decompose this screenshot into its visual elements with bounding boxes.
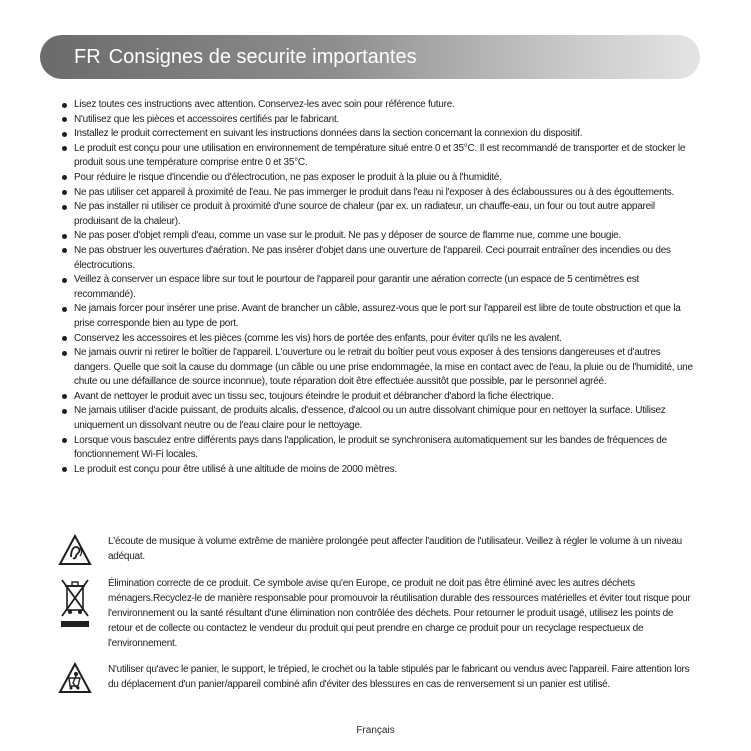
instruction-item: Ne pas obstruer les ouvertures d'aération. Ne pas insérer d'objet dans une ouverture de l'appareil. Ceci pourrait entraîner des incendies ou des électrocutions. — [60, 244, 696, 273]
hearing-warning-icon — [58, 534, 92, 568]
cart-notice-text: N'utiliser qu'avec le panier, le support, le trépied, le crochet ou la table stipulés par le fabricant ou vendus avec l'appareil. Faire attention lors du déplacement d'un panier/appareil combiné afin d'éviter des blessures en cas de renversement si un panier est utilisé. — [108, 664, 690, 690]
instruction-item: Ne pas utiliser cet appareil à proximité de l'eau. Ne pas immerger le produit dans l'eau ni l'exposer à des éclaboussures ou à des égouttements. — [60, 186, 696, 201]
instruction-item: Le produit est conçu pour être utilisé à une altitude de moins de 2000 mètres. — [60, 463, 696, 478]
instruction-item: Ne jamais utiliser d'acide puissant, de produits alcalis, d'essence, d'alcool ou un autre dissolvant chimique pour en nettoyer la surface. Utilisez uniquement un dissolvant neutre ou de l'eau claire pour le nettoyage. — [60, 404, 696, 433]
cart-notice — [58, 662, 698, 696]
page-title: Consignes de securite importantes — [108, 45, 417, 68]
hearing-notice-text: L'écoute de musique à volume extrême de manière prolongée peut affecter l'audition de l'utilisateur. Veillez à régler le volume à un niveau adéquat. — [108, 536, 682, 562]
instruction-item: Pour réduire le risque d'incendie ou d'électrocution, ne pas exposer le produit à la pluie ou à l'humidité. — [60, 171, 696, 186]
hearing-notice — [58, 534, 698, 568]
section-header — [40, 35, 700, 79]
instruction-item: Ne pas installer ni utiliser ce produit à proximité d'une source de chaleur (par ex. un radiateur, un chauffe-eau, un four ou tout autre appareil produisant de la chaleur). — [60, 200, 696, 229]
instruction-item: Ne jamais forcer pour insérer une prise. Avant de brancher un câble, assurez-vous que le port sur l'appareil est libre de toute obstruction et que la prise corresponde bien au type de port. — [60, 302, 696, 331]
instruction-item: Avant de nettoyer le produit avec un tissu sec, toujours éteindre le produit et débrancher d'abord la fiche électrique. — [60, 390, 696, 405]
instruction-item: Ne jamais ouvrir ni retirer le boîtier de l'appareil. L'ouverture ou le retrait du boîtier peut vous exposer à des tensions dangereuses et d'autres dangers. Quelle que soit la cause du dommage (un câble ou une prise endommagée, la mise en contact avec de l'eau, la pluie ou de l'humidité, une chute ou une défaillance de source inconnue), toute réparation doit être effectuée aussitôt que possible, par le personnel agréé. — [60, 346, 696, 390]
cart-tip-over-icon — [58, 662, 92, 696]
weee-notice-text: Élimination correcte de ce produit. Ce symbole avise qu'en Europe, ce produit ne doit pas être éliminé avec les autres déchets ménagers.Recyclez-le de manière responsable pour promouvoir la réutilisation durable des ressources matérielles et éviter tout risque pour l'environnement ou la santé résultant d'une élimination non contrôlée des déchets. Pour retourner le produit usagé, utilisez les points de retour et de collecte ou contactez le vendeur du produit qui peut prendre en charge ce produit pour un recyclage respectueux de l'environnement. — [108, 578, 691, 649]
instruction-item: Veillez à conserver un espace libre sur tout le pourtour de l'appareil pour garantir une aération correcte (un espace de 5 centimètres est recommandé). — [60, 273, 696, 302]
instruction-item: Conservez les accessoires et les pièces (comme les vis) hors de portée des enfants, pour éviter qu'ils ne les avalent. — [60, 332, 696, 347]
language-code: FR — [74, 45, 101, 68]
instruction-item: Ne pas poser d'objet rempli d'eau, comme un vase sur le produit. Ne pas y déposer de source de flamme nue, comme une bougie. — [60, 229, 696, 244]
weee-crossed-bin-icon — [58, 576, 92, 636]
instruction-item: Le produit est conçu pour une utilisation en environnement de température situé entre 0 et 35°C. Il est recommandé de transporter et de stocker le produit sous une température comprise entre 0 et 35°C. — [60, 142, 696, 171]
instruction-item: Lorsque vous basculez entre différents pays dans l'application, le produit se synchronisera automatiquement sur les bandes de fréquences de fonctionnement Wi-Fi locales. — [60, 434, 696, 463]
weee-notice — [58, 576, 698, 651]
instruction-item: Installez le produit correctement en suivant les instructions données dans la section concernant la connexion du dispositif. — [60, 127, 696, 142]
instruction-item: N'utilisez que les pièces et accessoires certifiés par le fabricant. — [60, 113, 696, 128]
footer-language: Français — [356, 725, 395, 736]
instruction-item: Lisez toutes ces instructions avec attention. Conservez-les avec soin pour référence future. — [60, 98, 696, 113]
safety-instructions-list — [60, 98, 696, 477]
